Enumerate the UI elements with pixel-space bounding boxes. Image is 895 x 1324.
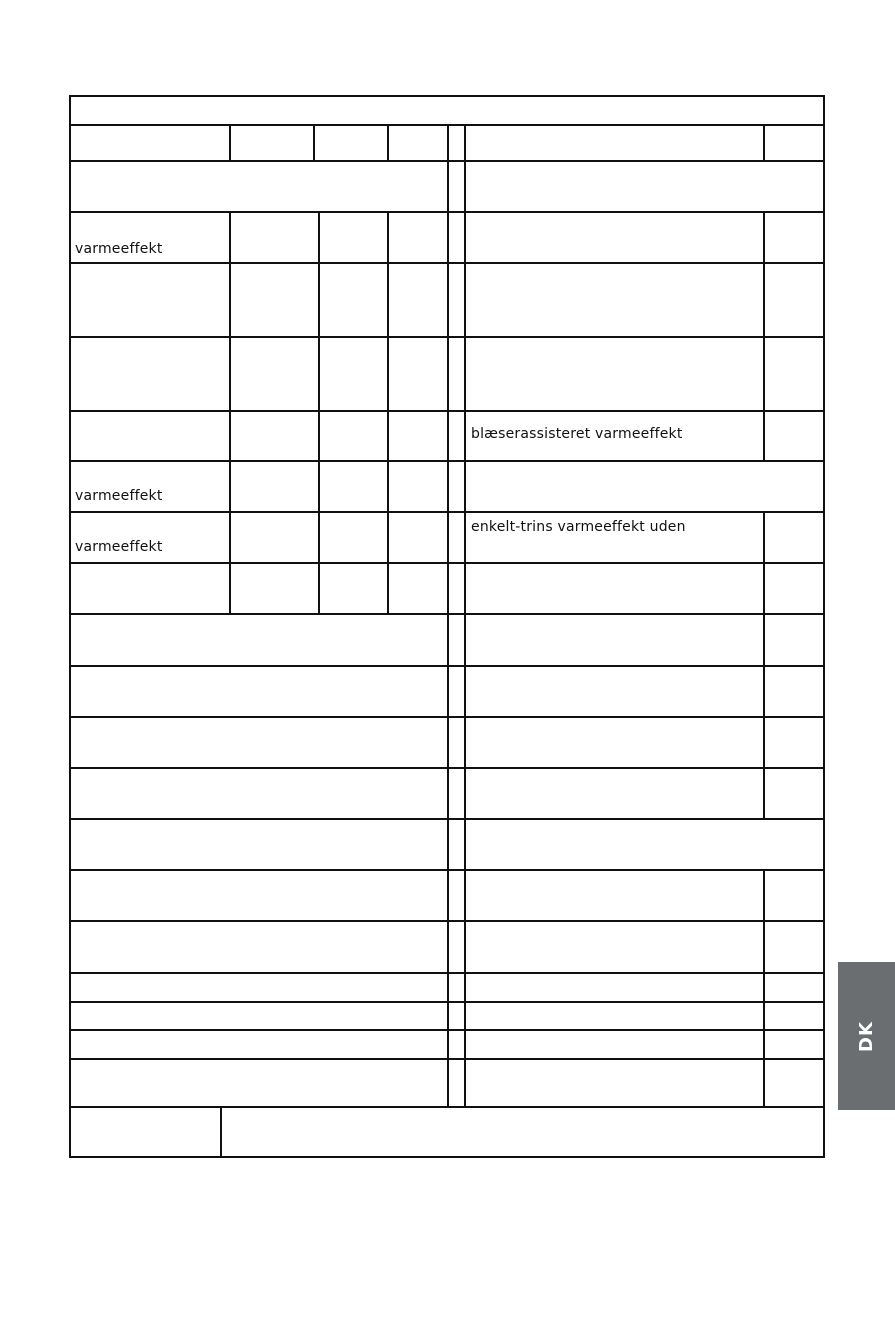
column-divider — [229, 211, 231, 614]
cell-text: blæserassisteret varmeeffekt — [471, 426, 683, 442]
cell-text: varmeeffekt — [75, 241, 163, 257]
column-divider — [313, 124, 315, 161]
column-divider — [763, 211, 765, 461]
cell-text: varmeeffekt — [75, 539, 163, 555]
language-tab-label: DK — [855, 1020, 877, 1052]
column-divider — [763, 869, 765, 1107]
column-divider — [464, 124, 466, 1107]
column-divider — [763, 124, 765, 161]
column-divider — [387, 211, 389, 614]
column-divider — [220, 1106, 222, 1157]
column-divider — [447, 124, 449, 1107]
column-divider — [229, 124, 231, 161]
cell-text: varmeeffekt — [75, 488, 163, 504]
cell-text: enkelt-trins varmeeffekt uden — [471, 519, 686, 535]
column-divider — [387, 124, 389, 161]
language-tab-label-wrap — [838, 962, 895, 1110]
column-divider — [318, 211, 320, 614]
column-divider — [763, 511, 765, 819]
